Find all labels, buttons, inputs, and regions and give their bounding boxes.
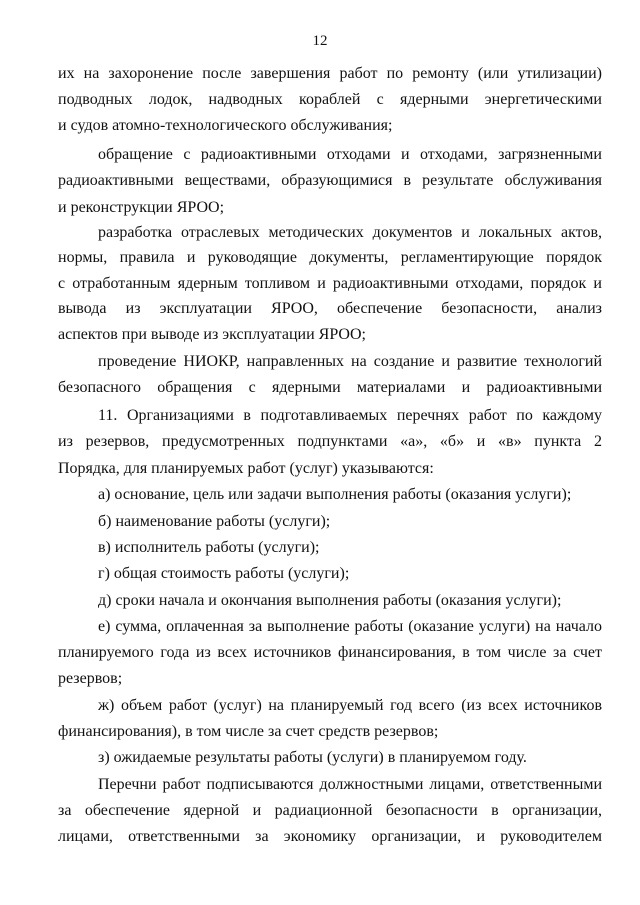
text-line: проведение НИОКР, направленных на создание и развитие технологий bbox=[98, 353, 602, 370]
text-line: и реконструкции ЯРОО; bbox=[58, 199, 225, 216]
text-line: их на захоронение после завершения работ по ремонту (или утилизации) bbox=[58, 65, 602, 82]
text-line: за обеспечение ядерной и радиационной безопасности в организации, bbox=[58, 802, 602, 819]
text-line: обращение с радиоактивными отходами и отходами, загрязненными bbox=[98, 146, 602, 163]
list-item: ж) объем работ (услуг) на планируемый год всего (из всех источников bbox=[98, 697, 602, 714]
list-item: б) наименование работы (услуги); bbox=[98, 513, 331, 530]
text-line: из резервов, предусмотренных подпунктами «а», «б» и «в» пункта 2 bbox=[58, 433, 602, 450]
text-line: резервов; bbox=[58, 670, 123, 687]
text-line: безопасного обращения с ядерными материалами и радиоактивными bbox=[58, 379, 602, 396]
text-line: нормы, правила и руководящие документы, регламентирующие порядок bbox=[58, 249, 602, 266]
text-line: Перечни работ подписываются должностными лицами, ответственными bbox=[98, 776, 602, 793]
page-number: 12 bbox=[312, 33, 328, 49]
text-line: финансирования), в том числе за счет средств резервов; bbox=[58, 723, 439, 740]
text-line: и судов атомно-технологического обслуживания; bbox=[58, 117, 393, 134]
text-line: подводных лодок, надводных кораблей с ядерными энергетическими bbox=[58, 91, 602, 108]
list-item: д) сроки начала и окончания выполнения работы (оказания услуги); bbox=[98, 592, 562, 609]
text-line: разработка отраслевых методических документов и локальных актов, bbox=[98, 224, 602, 241]
list-item: в) исполнитель работы (услуги); bbox=[98, 539, 320, 556]
list-item: г) общая стоимость работы (услуги); bbox=[98, 565, 350, 582]
list-item: а) основание, цель или задачи выполнения работы (оказания услуги); bbox=[98, 486, 572, 503]
text-line: радиоактивными веществами, образующимися в результате обслуживания bbox=[58, 172, 602, 189]
text-line: Порядка, для планируемых работ (услуг) указываются: bbox=[58, 460, 434, 477]
list-item: з) ожидаемые результаты работы (услуги) в планируемом году. bbox=[98, 749, 527, 766]
text-line: 11. Организациями в подготавливаемых перечнях работ по каждому bbox=[98, 407, 602, 424]
list-item: е) сумма, оплаченная за выполнение работы (оказание услуги) на начало bbox=[98, 618, 602, 635]
text-line: лицами, ответственными за экономику организации, и руководителем bbox=[58, 828, 602, 845]
text-line: вывода из эксплуатации ЯРОО, обеспечение безопасности, анализ bbox=[58, 300, 602, 317]
text-line: с отработанным ядерным топливом и радиоактивными отходами, порядок и bbox=[58, 275, 602, 292]
text-line: планируемого года из всех источников финансирования, в том числе за счет bbox=[58, 644, 602, 661]
text-line: аспектов при выводе из эксплуатации ЯРОО; bbox=[58, 326, 366, 343]
